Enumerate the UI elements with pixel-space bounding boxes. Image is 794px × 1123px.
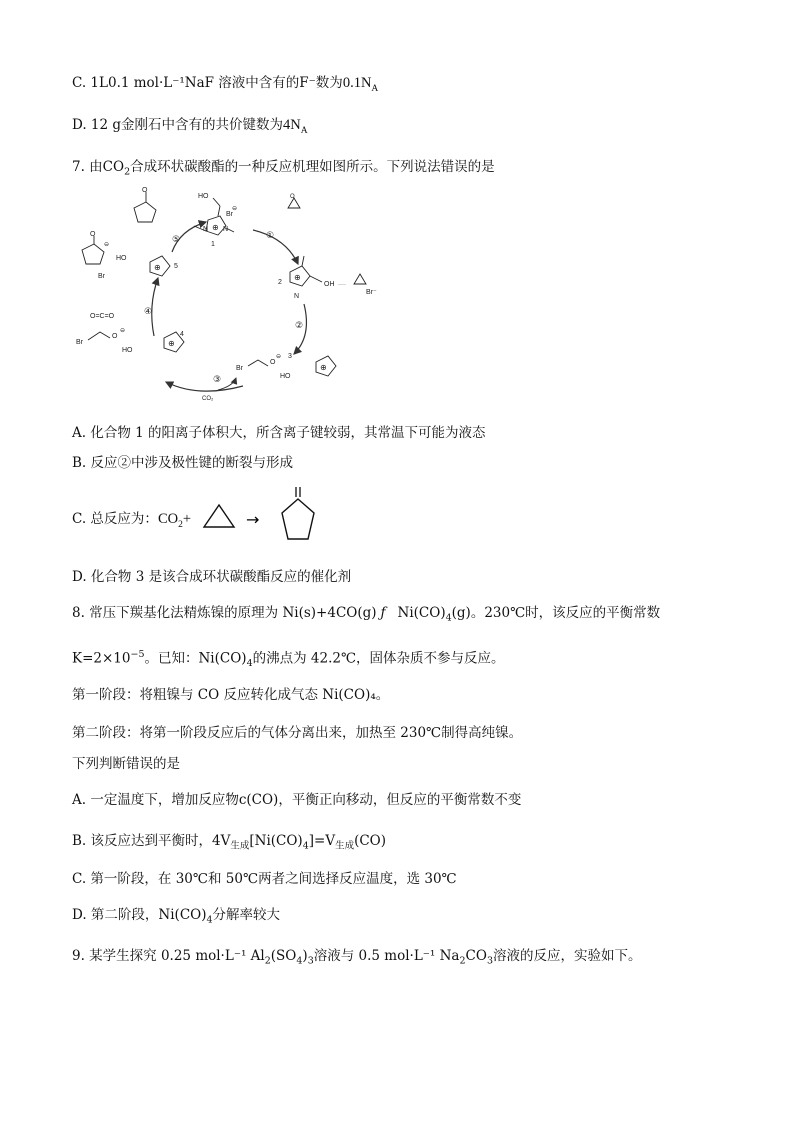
q8-stage-2: 第二阶段：将第一阶段反应后的气体分离出来，加热至 230℃制得高纯镍。 bbox=[72, 725, 523, 741]
q7-option-d: D. 化合物 3 是该合成环状碳酸酯反应的催化剂 bbox=[72, 569, 352, 585]
q6-option-d bbox=[72, 116, 308, 140]
svg-text:⊕: ⊕ bbox=[154, 263, 161, 272]
total-reaction-equation bbox=[194, 483, 334, 553]
svg-text:O: O bbox=[90, 231, 96, 238]
compound-4 bbox=[76, 313, 184, 354]
q8-stem-line1: 8. 常压下羰基化法精炼镍的原理为 Ni(s)+4CO(g) ƒ $Ni(CO)_4(g)$。230℃时，该反应的平衡常数 bbox=[72, 605, 661, 624]
svg-text:⊖: ⊖ bbox=[120, 328, 126, 334]
svg-text:Br: Br bbox=[98, 273, 105, 280]
step-label-4: ④ bbox=[144, 306, 153, 316]
svg-text:⊕: ⊕ bbox=[168, 339, 175, 348]
q6-c-value: $0.1N_A$ bbox=[342, 75, 379, 94]
q6-option-c bbox=[72, 74, 378, 98]
svg-text:O=C=O: O=C=O bbox=[90, 313, 115, 320]
svg-text:⊕: ⊕ bbox=[294, 273, 301, 282]
q7-stem: 7. 由$CO_2$合成环状碳酸酯的一种反应机理如图所示。下列说法错误的是 bbox=[72, 159, 495, 178]
q8-option-a: A. 一定温度下，增加反应物c(CO)，平衡正向移动，但反应的平衡常数不变 bbox=[72, 792, 522, 808]
reaction-mechanism-figure bbox=[68, 186, 408, 416]
svg-text:Br: Br bbox=[226, 211, 233, 218]
svg-text:N: N bbox=[203, 226, 209, 233]
svg-text:2: 2 bbox=[278, 279, 282, 286]
q8-stage-1: 第一阶段：将粗镍与 CO 反应转化成气态 Ni(CO)₄。 bbox=[72, 687, 390, 703]
q8-option-d: D. 第二阶段，$Ni(CO)_4$分解率较大 bbox=[72, 907, 281, 926]
svg-text:Br: Br bbox=[236, 365, 243, 372]
q8-ask: 下列判断错误的是 bbox=[72, 756, 180, 772]
svg-text:HO: HO bbox=[198, 193, 209, 200]
compound-1 bbox=[194, 193, 237, 248]
svg-text:O: O bbox=[270, 359, 276, 366]
epoxide-reactant bbox=[288, 194, 300, 208]
svg-text:4: 4 bbox=[180, 331, 184, 338]
svg-text:N: N bbox=[223, 226, 229, 233]
q6-d-text: D. 12 g金刚石中含有的共价键数为 bbox=[72, 117, 284, 133]
q6-d-value: $4N_A$ bbox=[283, 117, 308, 136]
svg-text:⊕: ⊕ bbox=[320, 363, 327, 372]
svg-text:1: 1 bbox=[211, 241, 215, 248]
svg-text:O: O bbox=[112, 333, 118, 340]
compound-2 bbox=[278, 256, 377, 300]
compound-3 bbox=[236, 353, 336, 380]
svg-text:⊖: ⊖ bbox=[276, 354, 282, 360]
compound-5 bbox=[82, 231, 181, 280]
svg-text:O: O bbox=[290, 194, 295, 200]
svg-text:5: 5 bbox=[174, 263, 178, 270]
step-label-1: ① bbox=[266, 230, 275, 240]
svg-text:N: N bbox=[294, 293, 300, 300]
svg-text:HO: HO bbox=[280, 373, 291, 380]
svg-text:Br: Br bbox=[76, 339, 83, 346]
svg-text:⊖: ⊖ bbox=[104, 242, 110, 248]
step-labels bbox=[144, 230, 303, 384]
step-label-2: ② bbox=[295, 320, 304, 330]
q7-option-b: B. 反应②中涉及极性键的断裂与形成 bbox=[72, 455, 294, 471]
q8-stem-line2: $K=2\times 10^{-5}$。已知：$Ni(CO)_4$的沸点为 42.2℃，固体杂质不参与反应。 bbox=[72, 649, 505, 670]
arrow-step-4 bbox=[152, 278, 158, 336]
svg-text:HO: HO bbox=[116, 255, 127, 262]
svg-text:3: 3 bbox=[288, 353, 292, 360]
svg-text:····: ···· bbox=[338, 282, 346, 288]
cyclic-carbonate-product bbox=[134, 187, 156, 222]
co2-label: CO₂ bbox=[202, 396, 214, 402]
epoxide-structure bbox=[204, 505, 234, 527]
step-label-5: ⑤ bbox=[172, 234, 181, 244]
q8-option-b: B. 该反应达到平衡时，$4V_{生成}[Ni(CO)_4]=V_{生成}(CO)$ bbox=[72, 833, 387, 852]
q9-stem: 9. 某学生探究 0.25 mol·L⁻¹ $Al_2(SO_4)_3$溶液与 0.5 mol·L⁻¹ $Na_2CO_3$溶液的反应，实验如下。 bbox=[72, 948, 642, 967]
reaction-arrow: → bbox=[246, 510, 260, 529]
q6-c-text: C. 1L0.1 mol·L⁻¹NaF 溶液中含有的F⁻数为 bbox=[72, 75, 343, 91]
ethylene-carbonate-structure bbox=[282, 487, 314, 539]
svg-text:⊕: ⊕ bbox=[212, 223, 219, 232]
svg-text:⊖: ⊖ bbox=[232, 206, 238, 212]
svg-text:OH: OH bbox=[324, 281, 335, 288]
q8-option-c: C. 第一阶段，在 30℃和 50℃两者之间选择反应温度，选 30℃ bbox=[72, 871, 457, 887]
arrow-step-1 bbox=[253, 230, 298, 264]
svg-text:O: O bbox=[142, 187, 148, 194]
step-label-3: ③ bbox=[213, 374, 222, 384]
q7-option-a: A. 化合物 1 的阳离子体积大，所含离子键较弱，其常温下可能为液态 bbox=[72, 425, 486, 441]
q7-option-c: C. 总反应为：$CO_2+$ bbox=[72, 511, 192, 530]
svg-text:HO: HO bbox=[122, 347, 133, 354]
svg-text:Br⁻: Br⁻ bbox=[366, 289, 377, 296]
